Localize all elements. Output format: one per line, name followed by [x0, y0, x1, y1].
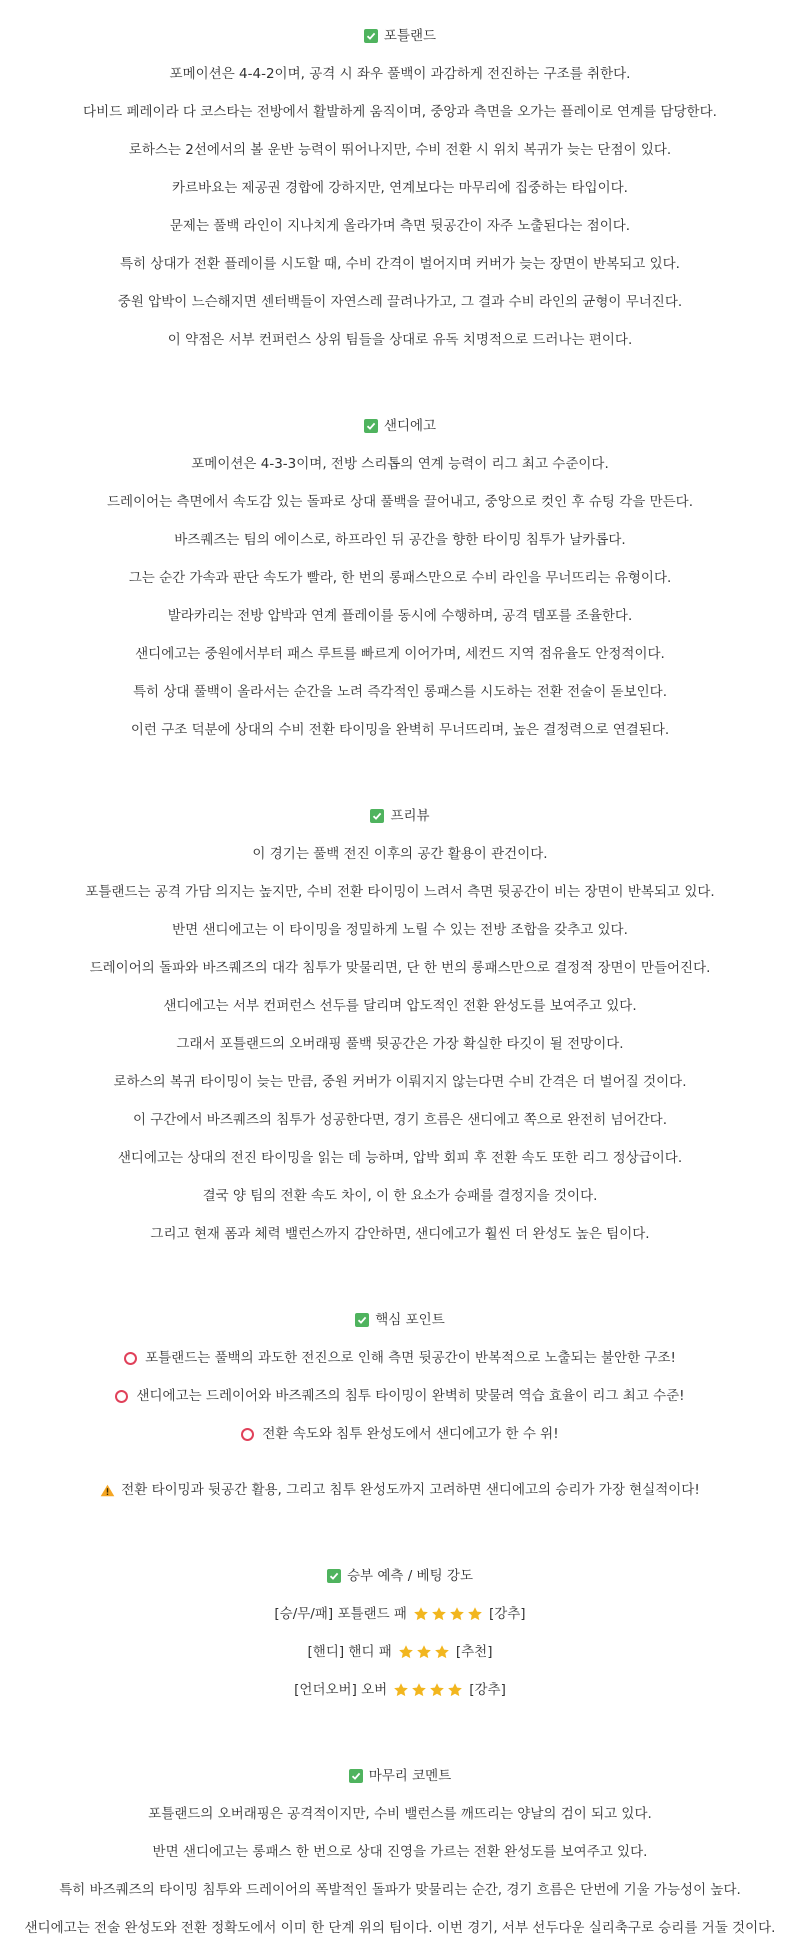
paragraph-line: 포틀랜드는 공격 가담 의지는 높지만, 수비 전환 타이밍이 느려서 측면 뒷공간이 비는 장면이 반복되고 있다. [85, 884, 715, 900]
check-mark-icon [364, 29, 378, 43]
star-icon [434, 1644, 450, 1660]
prediction-row: [언더오버] 오버 [강추] [294, 1682, 506, 1698]
key-point-item: 전환 속도와 침투 완성도에서 샌디에고가 한 수 위! [0, 1415, 800, 1453]
warning-line: 전환 타이밍과 뒷공간 활용, 그리고 침투 완성도까지 고려하면 샌디에고의 승리가 가장 현실적이다! [0, 1471, 800, 1509]
paragraph-line: 샌디에고는 전술 완성도와 전환 정확도에서 이미 한 단계 위의 팀이다. 이번 경기, 서부 선두다운 실리축구로 승리를 거둘 것이다. [24, 1920, 776, 1936]
paragraph-line: 포메이션은 4-3-3이며, 전방 스리톱의 연계 능력이 리그 최고 수준이다. [191, 456, 609, 472]
section-heading: 샌디에고 [0, 407, 800, 445]
section-preview [0, 797, 800, 1253]
star-icon [431, 1606, 447, 1622]
check-mark-icon [364, 419, 378, 433]
paragraph-line: 샌디에고는 중원에서부터 패스 루트를 빠르게 이어가며, 세컨드 지역 점유율도 안정적이다. [135, 646, 665, 662]
section-heading: 승부 예측 / 베팅 강도 [0, 1557, 800, 1595]
section-portland [0, 17, 800, 359]
paragraph-line: 이런 구조 덕분에 상대의 수비 전환 타이밍을 완벽히 무너뜨리며, 높은 결정력으로 연결된다. [130, 722, 670, 738]
paragraph-line: 이 구간에서 바즈퀘즈의 침투가 성공한다면, 경기 흐름은 샌디에고 쪽으로 완전히 넘어간다. [132, 1112, 667, 1128]
section-closing [0, 1757, 800, 1947]
star-icon [449, 1606, 465, 1622]
check-mark-icon [370, 809, 384, 823]
section-heading: 마무리 코멘트 [0, 1757, 800, 1795]
paragraph-line: 드레이어는 측면에서 속도감 있는 돌파로 상대 풀백을 끌어내고, 중앙으로 컷인 후 슈팅 각을 만든다. [106, 494, 693, 510]
section-prediction [0, 1557, 800, 1709]
paragraph-line: 반면 샌디에고는 이 타이밍을 정밀하게 노릴 수 있는 전방 조합을 갖추고 있다. [172, 922, 628, 938]
star-rating [398, 1644, 452, 1660]
key-point-item: 포틀랜드는 풀백의 과도한 전진으로 인해 측면 뒷공간이 반복적으로 노출되는 불안한 구조! [0, 1339, 800, 1377]
paragraph-line: 이 경기는 풀백 전진 이후의 공간 활용이 관건이다. [252, 846, 548, 862]
star-rating [393, 1682, 465, 1698]
paragraph-line: 특히 상대 풀백이 올라서는 순간을 노려 즉각적인 롱패스를 시도하는 전환 전술이 돋보인다. [132, 684, 667, 700]
red-circle-icon [124, 1352, 137, 1365]
section-heading: 포틀랜드 [0, 17, 800, 55]
paragraph-line: 로하스는 2선에서의 볼 운반 능력이 뛰어나지만, 수비 전환 시 위치 복귀가 늦는 단점이 있다. [128, 142, 672, 158]
warning-icon [100, 1484, 115, 1497]
paragraph-line: 샌디에고는 상대의 전진 타이밍을 읽는 데 능하며, 압박 회피 후 전환 속도 또한 리그 정상급이다. [117, 1150, 683, 1166]
star-icon [411, 1682, 427, 1698]
paragraph-line: 특히 바즈퀘즈의 타이밍 침투와 드레이어의 폭발적인 돌파가 맞물리는 순간, 경기 흐름은 단번에 기울 가능성이 높다. [59, 1882, 741, 1898]
star-icon [398, 1644, 414, 1660]
paragraph-line: 문제는 풀백 라인이 지나치게 올라가며 측면 뒷공간이 자주 노출된다는 점이다. [169, 218, 631, 234]
star-icon [467, 1606, 483, 1622]
check-mark-icon [327, 1569, 341, 1583]
section-heading: 프리뷰 [0, 797, 800, 835]
paragraph-line: 그래서 포틀랜드의 오버래핑 풀백 뒷공간은 가장 확실한 타깃이 될 전망이다. [176, 1036, 624, 1052]
check-mark-icon [355, 1313, 369, 1327]
paragraph-line: 그는 순간 가속과 판단 속도가 빨라, 한 번의 롱패스만으로 수비 라인을 무너뜨리는 유형이다. [128, 570, 672, 586]
paragraph-line: 포틀랜드의 오버래핑은 공격적이지만, 수비 밸런스를 깨뜨리는 양날의 검이 되고 있다. [148, 1806, 652, 1822]
paragraph-line: 그리고 현재 폼과 체력 밸런스까지 감안하면, 샌디에고가 훨씬 더 완성도 높은 팀이다. [150, 1226, 650, 1242]
paragraph-line: 바즈퀘즈는 팀의 에이스로, 하프라인 뒤 공간을 향한 타이밍 침투가 날카롭다. [174, 532, 626, 548]
star-icon [429, 1682, 445, 1698]
paragraph-line: 특히 상대가 전환 플레이를 시도할 때, 수비 간격이 벌어지며 커버가 늦는 장면이 반복되고 있다. [120, 256, 680, 272]
check-mark-icon [349, 1769, 363, 1783]
paragraph-line: 카르바요는 제공권 경합에 강하지만, 연계보다는 마무리에 집중하는 타입이다. [172, 180, 628, 196]
section-sandiego [0, 407, 800, 749]
key-point-item: 샌디에고는 드레이어와 바즈퀘즈의 침투 타이밍이 완벽히 맞물려 역습 효율이 리그 최고 수준! [0, 1377, 800, 1415]
section-key-points [0, 1301, 800, 1509]
paragraph-line: 이 약점은 서부 컨퍼런스 상위 팀들을 상대로 유독 치명적으로 드러나는 편이다. [167, 332, 633, 348]
paragraph-line: 결국 양 팀의 전환 속도 차이, 이 한 요소가 승패를 결정지을 것이다. [202, 1188, 598, 1204]
paragraph-line: 발라카리는 전방 압박과 연계 플레이를 동시에 수행하며, 공격 템포를 조율한다. [167, 608, 633, 624]
star-rating [413, 1606, 485, 1622]
paragraph-line: 드레이어의 돌파와 바즈퀘즈의 대각 침투가 맞물리면, 단 한 번의 롱패스만으로 결정적 장면이 만들어진다. [89, 960, 711, 976]
red-circle-icon [115, 1390, 128, 1403]
section-heading: 핵심 포인트 [0, 1301, 800, 1339]
red-circle-icon [241, 1428, 254, 1441]
paragraph-line: 다비드 페레이라 다 코스타는 전방에서 활발하게 움직이며, 중앙과 측면을 오가는 플레이로 연계를 담당한다. [83, 104, 717, 120]
star-icon [416, 1644, 432, 1660]
paragraph-line: 중원 압박이 느슨해지면 센터백들이 자연스레 끌려나가고, 그 결과 수비 라인의 균형이 무너진다. [117, 294, 683, 310]
star-icon [413, 1606, 429, 1622]
prediction-row: [핸디] 핸디 패 [추천] [307, 1644, 493, 1660]
star-icon [447, 1682, 463, 1698]
paragraph-line: 샌디에고는 서부 컨퍼런스 선두를 달리며 압도적인 전환 완성도를 보여주고 있다. [163, 998, 637, 1014]
paragraph-line: 포메이션은 4-4-2이며, 공격 시 좌우 풀백이 과감하게 전진하는 구조를 취한다. [169, 66, 631, 82]
paragraph-line: 반면 샌디에고는 롱패스 한 번으로 상대 진영을 가르는 전환 완성도를 보여주고 있다. [152, 1844, 648, 1860]
star-icon [393, 1682, 409, 1698]
paragraph-line: 로하스의 복귀 타이밍이 늦는 만큼, 중원 커버가 이뤄지지 않는다면 수비 간격은 더 벌어질 것이다. [113, 1074, 687, 1090]
prediction-row: [승/무/패] 포틀랜드 패 [강추] [274, 1606, 526, 1622]
